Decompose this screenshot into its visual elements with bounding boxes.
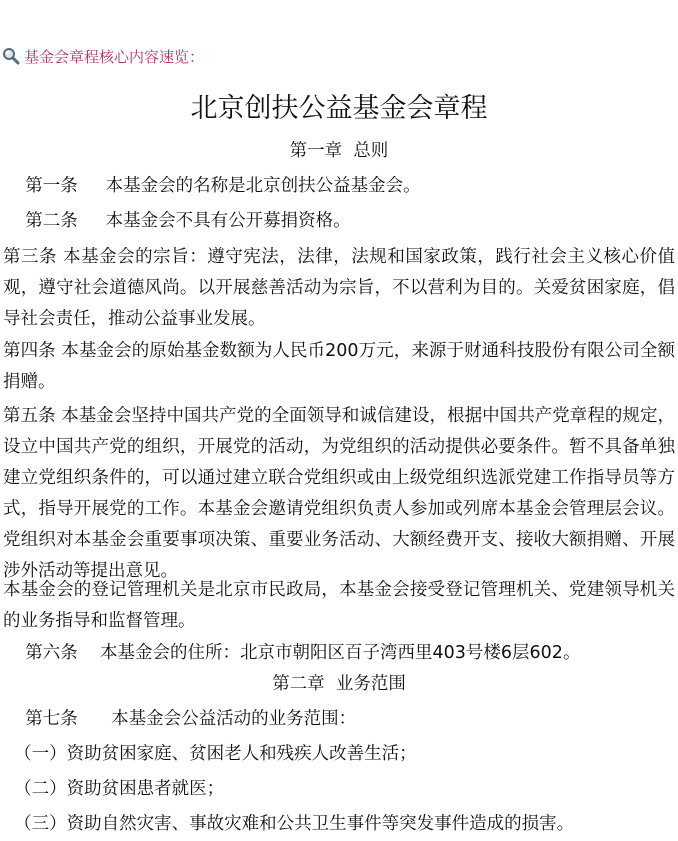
scope-item-1: （一）资助贫困家庭、贫困老人和残疾人改善生活； (3, 744, 417, 764)
chapter-1-heading: 第一章 总则 (289, 141, 389, 161)
magnifier-icon (2, 47, 20, 65)
article-4: 第四条 本基金会的原始基金数额为人民币200万元，来源于财通科技股份有限公司全额捐赠。 (3, 341, 675, 392)
document-title: 北京创扶公益基金会章程 (190, 93, 488, 124)
chapter-2-heading: 第二章 业务范围 (272, 674, 406, 694)
summary-header-text: 基金会章程核心内容速览： (24, 47, 205, 66)
summary-header (2, 45, 204, 67)
article-2: 第二条 本基金会不具有公开募捐资格。 (3, 211, 351, 231)
article-3: 第三条 本基金会的宗旨：遵守宪法，法律，法规和国家政策，践行社会主义核心价值观，遵守社会道德风尚。以开展慈善活动为宗旨，不以营利为目的。关爱贫困家庭，倡导社会责任，推动公益事业发展。 (3, 247, 675, 329)
scope-item-3: （三）资助自然灾害、事故灾难和公共卫生事件等突发事件造成的损害。 (3, 814, 575, 834)
scope-item-2: （二）资助贫困患者就医； (3, 779, 225, 799)
article-5: 第五条 本基金会坚持中国共产党的全面领导和诚信建设，根据中国共产党章程的规定，设立中国共产党的组织，开展党的活动，为党组织的活动提供必要条件。暂不具备单独建立党组织条件的，可以通过建立联合党组织或由上级党组织选派党建工作指导员等方式，指导开展党的工作。本基金会邀请党组织负责人参加或列席本基金会管理层会议。党组织对本基金会重要事项决策、重要业务活动、大额经费开支、接收大额捐赠、开展涉外活动等提出意见。 (3, 406, 675, 581)
article-7: 第七条 本基金会公益活动的业务范围： (3, 709, 357, 729)
article-6: 第六条 本基金会的住所：北京市朝阳区百子湾西里403号楼6层602。 (3, 643, 581, 663)
article-5-registration: 本基金会的登记管理机关是北京市民政局，本基金会接受登记管理机关、党建领导机关的业务指导和监督管理。 (3, 580, 675, 631)
article-1: 第一条 本基金会的名称是北京创扶公益基金会。 (3, 176, 421, 196)
